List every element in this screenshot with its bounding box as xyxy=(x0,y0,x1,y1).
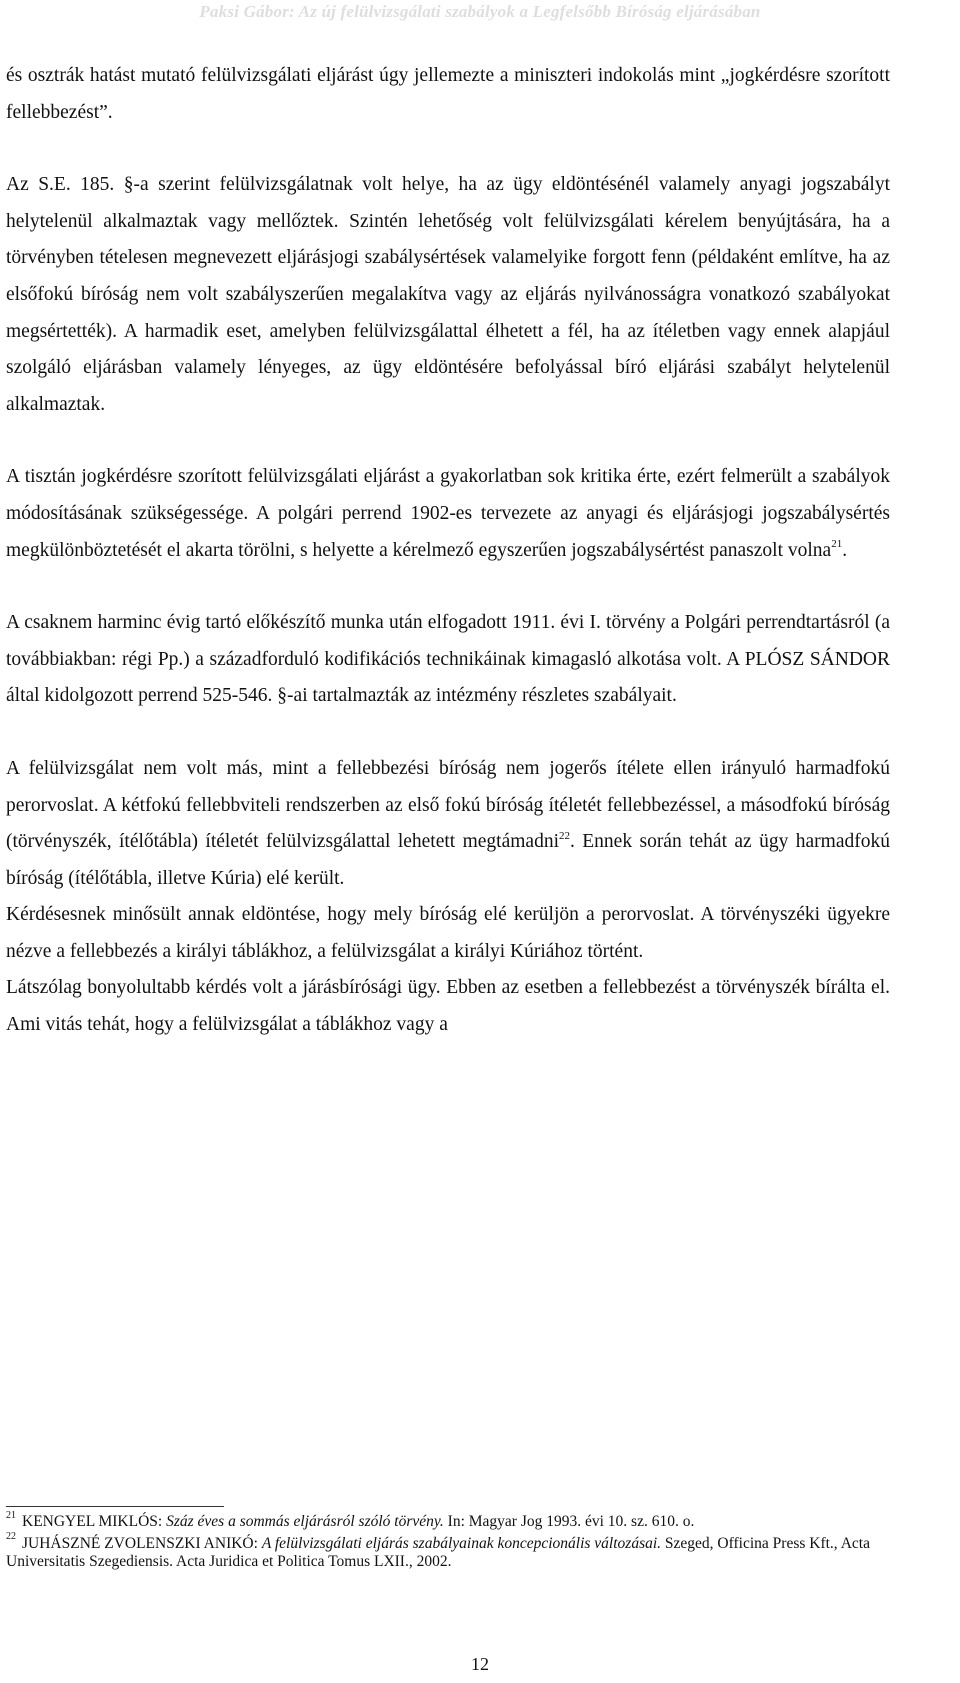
paragraph-text: Kérdésesnek minősült annak eldöntése, hogy mely bíróság elé kerüljön a perorvoslat. A törvényszéki ügyekre nézve a fellebbezés a királyi táblákhoz, a felülvizsgálat a királyi Kúriához történt. xyxy=(6,904,890,962)
paragraph xyxy=(6,605,890,715)
paragraph xyxy=(6,167,890,423)
paragraph xyxy=(6,897,890,970)
footnote-number: 22 xyxy=(6,1531,16,1543)
footnote-title: A felülvizsgálati eljárás szabályainak koncepcionális változásai. xyxy=(261,1534,662,1552)
page-number: 12 xyxy=(471,1654,489,1674)
paragraph-text: Az S.E. 185. §-a szerint felülvizsgálatnak volt helye, ha az ügy eldöntésénél valamely anyagi jogszabályt helytelenül alkalmaztak vagy mellőztek. Szintén lehetőség volt felülvizsgálati kérelem benyújtására, ha a törvényben tételesen megnevezett eljárásjogi szabálysértések valamelyike forgott fenn (példaként említve, ha az elsőfokú bíróság nem volt szabályszerűen megalakítva vagy az eljárás nyilvánosságra vonatkozó szabályokat megsértették). A harmadik eset, amelyben felülvizsgálattal élhetett a fél, ha az ítéletben vagy ennek alapjául szolgáló eljárásban valamely lényeges, az ügy eldöntésére befolyással bíró eljárási szabályt helytelenül alkalmaztak. xyxy=(6,174,890,415)
body-text xyxy=(6,58,890,1044)
footnote-citation: In: Magyar Jog 1993. évi 10. sz. 610. o. xyxy=(447,1513,695,1530)
footnote-ref[interactable]: 22 xyxy=(558,829,570,842)
footnote-author: JUHÁSZNÉ ZVOLENSZKI ANIKÓ: xyxy=(22,1534,258,1552)
footnote-title: Száz éves a sommás eljárásról szóló törvény. xyxy=(166,1513,444,1530)
paragraph xyxy=(6,970,890,1043)
paragraph-text: A csaknem harminc évig tartó előkészítő munka után elfogadott 1911. évi I. törvény a Polgári perrendtartásról (a továbbiakban: régi Pp.) a századforduló kodifikációs technikáinak kimagasló alkotása volt. A PLÓSZ SÁNDOR által kidolgozott perrend 525-546. §-ai tartalmazták az intézmény részletes szabályait. xyxy=(6,612,890,707)
paragraph-text: A felülvizsgálat nem volt más, mint a fellebbezési bíróság nem jogerős ítélete ellen irányuló harmadfokú perorvoslat. A kétfokú fellebbviteli rendszerben az első fokú bíróság ítéletét fellebbezéssel, a másodfokú bíróság (törvényszék, ítélőtábla) ítéletét felülvizsgálattal lehetett megtámadni xyxy=(6,757,890,853)
paragraph-text: és osztrák hatást mutató felülvizsgálati eljárást úgy jellemezte a miniszteri indokolás mint „jogkérdésre szorított fellebbezést”. xyxy=(6,65,890,123)
footnote-separator xyxy=(6,1506,224,1507)
paragraph xyxy=(6,459,890,569)
footnote-number: 21 xyxy=(6,1509,16,1521)
footnote-author: KENGYEL MIKLÓS: xyxy=(22,1513,163,1530)
paragraph-text: Látszólag bonyolultabb kérdés volt a járásbírósági ügy. Ebben az esetben a fellebbezést a törvényszék bírálta el. Ami vitás tehát, hogy a felülvizsgálat a táblákhoz vagy a xyxy=(6,977,890,1036)
paragraph-text: . xyxy=(842,539,848,561)
footnotes xyxy=(6,1509,890,1575)
paragraph-text: . Ennek során tehát az ügy harmadfokú bíróság (ítélőtábla, illetve Kúria) elé került. xyxy=(6,831,890,889)
running-header: Paksi Gábor: Az új felülvizsgálati szabályok a Legfelsőbb Bíróság eljárásában xyxy=(199,2,761,21)
paragraph xyxy=(6,58,890,131)
footnote-citation: Szeged, Officina Press Kft., Acta Universitatis Szegediensis. Acta Juridica et Politica Tomus LXII., 2002. xyxy=(6,1534,870,1570)
footnote xyxy=(6,1531,890,1572)
paragraph xyxy=(6,751,890,897)
footnote-ref[interactable]: 21 xyxy=(831,538,843,551)
paragraph-text: A tisztán jogkérdésre szorított felülvizsgálati eljárást a gyakorlatban sok kritika érte, ezért felmerült a szabályok módosításának szükségessége. A polgári perrend 1902-es tervezete az anyagi és eljárásjogi jogszabálysértés megkülönböztetését el akarta törölni, s helyette a kérelmező egyszerűen jogszabálysértést panaszolt volna xyxy=(6,466,890,561)
footnote xyxy=(6,1509,890,1532)
